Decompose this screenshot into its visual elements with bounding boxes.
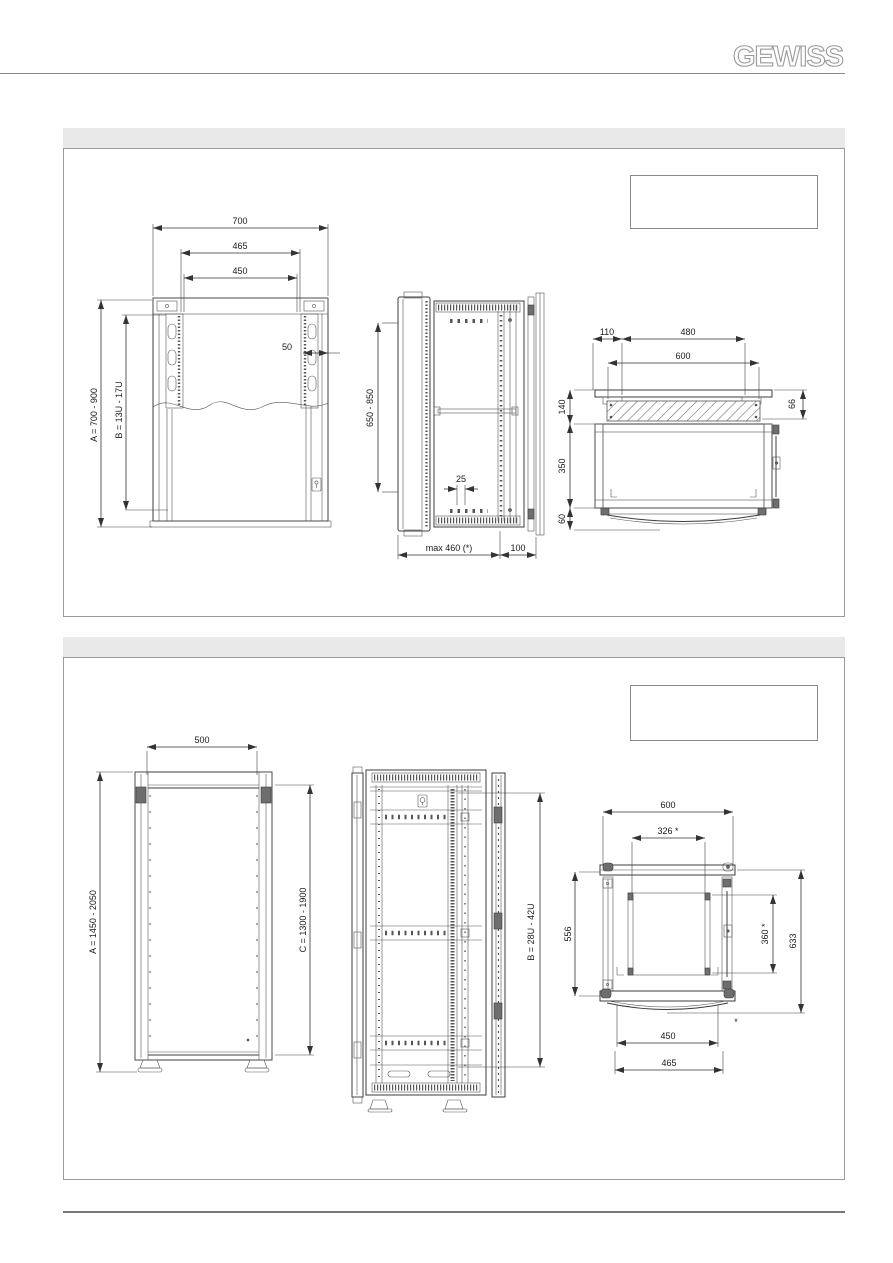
dim-556-label: 556 (563, 926, 573, 942)
dim-50 (282, 342, 340, 353)
dim-height-b-label: B = 13U - 17U (114, 381, 124, 439)
dim-465-label: 465 (232, 241, 248, 251)
dim-350-label: 350 (557, 458, 567, 474)
footer-divider (63, 1211, 845, 1213)
floor-rack-side-view (85, 725, 330, 1117)
dim-max-460-label: max 460 (*) (425, 543, 473, 553)
cabinet-frame-side (135, 772, 272, 1060)
dim-633 (667, 870, 805, 1013)
dim-633-label: 633 (788, 933, 798, 949)
dim-100 (500, 537, 536, 559)
lock-icon (312, 478, 321, 491)
section2-title-bar (63, 637, 845, 657)
right-mounting-rail (301, 314, 318, 408)
section2-label-box (630, 685, 818, 741)
cabinet-body-side (434, 301, 524, 527)
gewiss-logo (695, 33, 845, 77)
lower-panel-edges (167, 406, 311, 521)
dim-66-label: 66 (787, 398, 797, 410)
dim-height-a-label: A = 700 - 900 (89, 388, 99, 442)
dim-height-c (275, 785, 314, 1055)
rear-fixing-panels (528, 293, 544, 535)
side-panel-edge (492, 773, 505, 1097)
dim-650-850-label: 650 - 850 (365, 388, 375, 428)
dim-465 (181, 241, 300, 312)
dim-max-460 (398, 531, 500, 559)
dim-480-label: 480 (680, 327, 696, 337)
header-divider (0, 73, 845, 74)
dim-140-label: 140 (557, 399, 567, 415)
dim-360-label: 360 * (760, 923, 770, 945)
body-top-view (595, 424, 780, 524)
levelling-feet (138, 1060, 269, 1072)
dim-100-label: 100 (510, 543, 526, 553)
dim-height-b2 (458, 793, 545, 1067)
dim-465-floor (615, 1051, 723, 1074)
wall-rack-front-view (88, 210, 350, 550)
dim-556 (563, 872, 600, 996)
dim-465-floor-label: 465 (661, 1058, 677, 1068)
dim-50-label: 50 (281, 342, 293, 352)
floor-rack-top-view (555, 795, 847, 1087)
dim-600-wall-label: 600 (675, 351, 691, 361)
section1-title-bar (63, 128, 845, 148)
dim-650-850 (365, 323, 398, 492)
dim-height-c-label: C = 1300 - 1900 (298, 887, 308, 953)
dim-height-b (114, 315, 168, 510)
dim-700-label: 700 (232, 216, 248, 226)
dim-110-label: 110 (599, 327, 615, 337)
dim-140 (557, 390, 595, 424)
cabinet-outline (150, 298, 331, 527)
wall-rack-side-view (358, 283, 570, 581)
gewiss-logo-text: GEWISS (732, 41, 843, 73)
dim-height-a2 (88, 772, 137, 1072)
wall-hatch (607, 401, 760, 421)
dim-326 (632, 826, 705, 895)
dim-height-b2-label: B = 28U - 42U (526, 903, 536, 961)
left-mounting-rail (166, 314, 183, 408)
dim-500-label: 500 (194, 735, 210, 745)
dim-25 (444, 474, 478, 505)
dim-25-label: 25 (455, 474, 467, 484)
dim-700 (153, 216, 328, 296)
footnote-asterisk: * (734, 1017, 738, 1027)
levelling-feet-front (368, 1100, 467, 1112)
dim-60-label: 60 (557, 513, 567, 525)
dim-450-floor-label: 450 (660, 1031, 676, 1041)
door-edge-panel (352, 767, 363, 1103)
dim-480 (622, 327, 745, 395)
dim-326-label: 326 * (657, 826, 679, 836)
dim-110 (593, 327, 622, 395)
rack-frame-front (366, 770, 486, 1095)
door-panel (398, 292, 430, 536)
wall-rack-top-view (545, 315, 850, 555)
dim-66 (762, 390, 807, 419)
dim-450-label: 450 (232, 266, 248, 276)
body-top-view-floor (600, 863, 735, 1010)
dim-350 (557, 424, 601, 508)
dim-450-floor (617, 1005, 718, 1047)
floor-rack-front-view (340, 755, 560, 1123)
dim-height-a2-label: A = 1450 - 2050 (88, 890, 98, 954)
section1-label-box (630, 175, 818, 229)
break-line (153, 402, 328, 410)
dim-600-wall (608, 351, 759, 399)
dim-600-floor-label: 600 (660, 800, 676, 810)
dim-500 (147, 735, 257, 775)
dim-450 (184, 266, 297, 312)
